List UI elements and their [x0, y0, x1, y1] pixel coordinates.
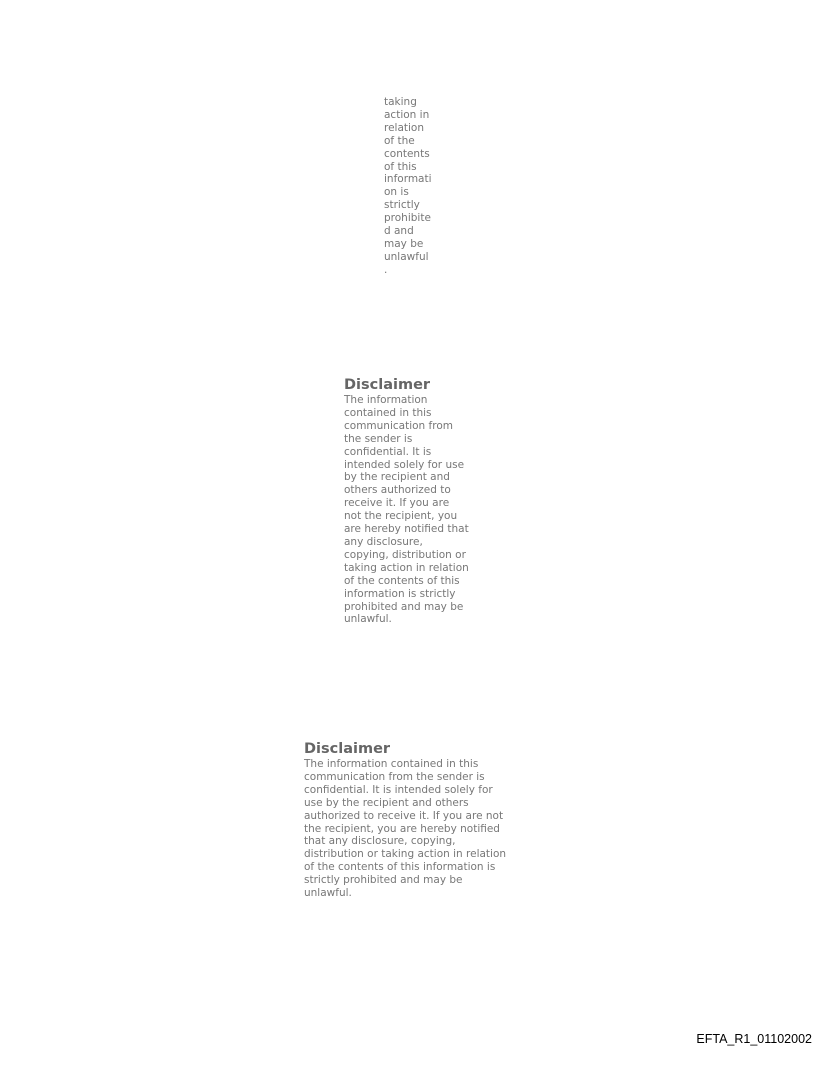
text-line: taking	[384, 96, 417, 108]
text-line: the sender is	[344, 432, 413, 445]
text-line: others authorized to	[344, 484, 451, 497]
disclaimer-heading: Disclaimer	[344, 377, 431, 393]
text-line: prohibite	[384, 212, 431, 225]
text-line: use by the recipient and others	[304, 796, 469, 809]
text-line: of the	[384, 134, 415, 147]
text-line: distribution or taking action in relation	[304, 848, 507, 861]
text-line: The information contained in this	[304, 758, 479, 770]
text-line: taking action in relation	[344, 561, 469, 574]
text-line: relation	[384, 121, 425, 134]
text-line: by the recipient and	[344, 471, 450, 484]
disclaimer-narrow	[344, 377, 476, 626]
text-line: informati	[384, 173, 432, 186]
disclaimer-fragment	[384, 96, 446, 277]
text-line: information is strictly	[344, 587, 456, 600]
text-line: contents	[384, 147, 430, 160]
text-line: strictly prohibited and may be	[304, 874, 463, 887]
text-line: authorized to receive it. If you are not	[304, 809, 504, 822]
text-line: communication from	[344, 419, 453, 432]
disclaimer-wide	[304, 741, 516, 900]
text-line: copying, distribution or	[344, 548, 466, 561]
text-line: confidential. It is	[344, 445, 432, 458]
text-line: of the contents of this	[344, 574, 460, 587]
text-line: the recipient, you are hereby notified	[304, 822, 500, 835]
disclaimer-body	[304, 758, 516, 900]
text-line: intended solely for use	[344, 458, 465, 471]
text-line: of the contents of this information is	[304, 861, 496, 874]
text-line: confidential. It is intended solely for	[304, 783, 493, 796]
text-line: unlawful.	[344, 613, 392, 626]
document-id: EFTA_R1_01102002	[696, 1032, 812, 1046]
text-line: any disclosure,	[344, 535, 423, 548]
text-line: action in	[384, 108, 430, 121]
text-line: unlawful.	[304, 887, 352, 900]
text-line: not the recipient, you	[344, 510, 458, 523]
disclaimer-heading: Disclaimer	[304, 741, 391, 757]
text-line: contained in this	[344, 406, 432, 419]
text-line: on is	[384, 186, 409, 199]
text-line: of this	[384, 160, 417, 173]
text-line: receive it. If you are	[344, 497, 450, 510]
text-line: may be	[384, 237, 424, 250]
text-line: strictly	[384, 199, 420, 212]
text-line: are hereby notified that	[344, 523, 469, 536]
text-line: d and	[384, 225, 414, 238]
text-line: prohibited and may be	[344, 600, 464, 613]
text-line: .	[384, 263, 388, 276]
text-line: The information	[344, 394, 428, 406]
disclaimer-fragment-text	[384, 96, 446, 277]
text-line: unlawful	[384, 250, 429, 263]
text-line: that any disclosure, copying,	[304, 835, 456, 848]
text-line: communication from the sender is	[304, 770, 485, 783]
disclaimer-body	[344, 394, 476, 626]
